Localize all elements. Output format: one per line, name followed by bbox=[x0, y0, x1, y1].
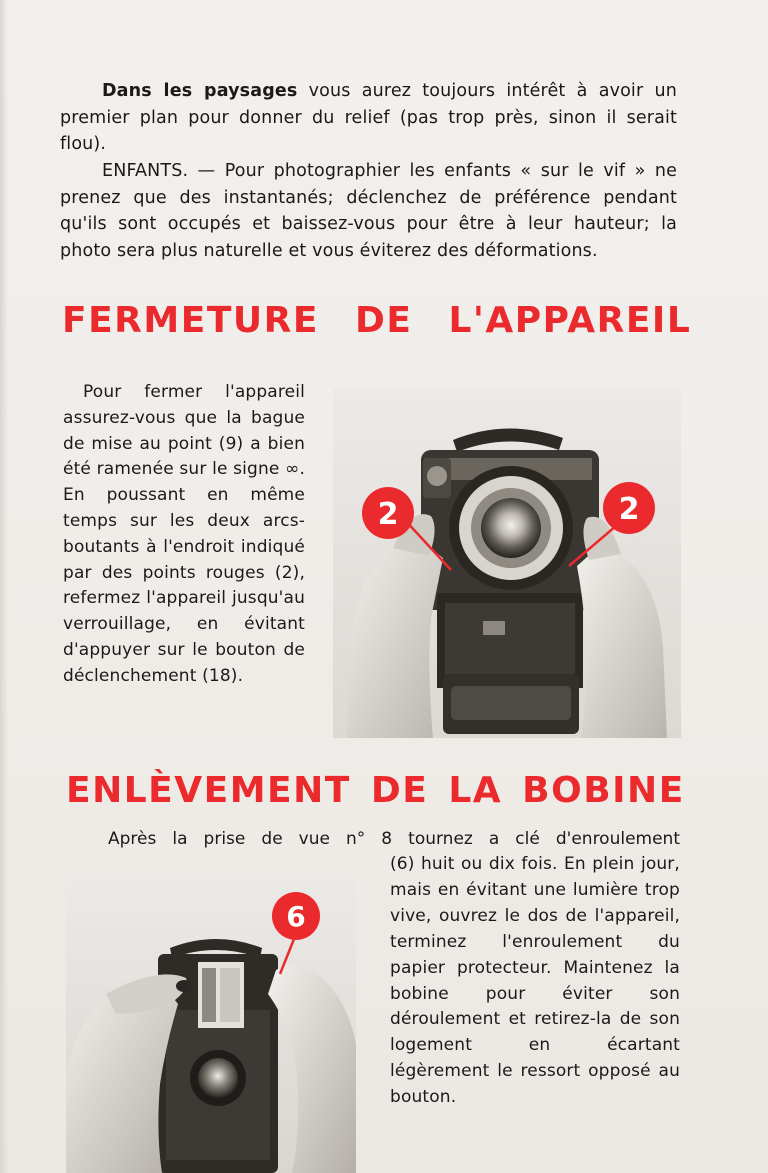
heading-film-removal: ENLÈVEMENT DE LA BOBINE bbox=[66, 770, 685, 811]
paragraph-landscapes bbox=[60, 78, 677, 158]
film-removal-lead: Après la prise de vue n° 8 tournez a clé d'enroulement bbox=[108, 829, 680, 849]
landscapes-text: vous aurez toujours intérêt à avoir un premier plan pour donner du relief (pas trop près, sinon il serait flou). bbox=[60, 81, 677, 154]
film-removal-illustration bbox=[66, 874, 356, 1173]
closing-camera-text: Pour fermer l'appareil assurez-vous que la bague de mise au point (9) a bien été ramenée sur le signe ∞. En poussant en même temps sur les deux arcs-boutants à l'endroit indiqué par des points rouges (2), refermez l'appareil jusqu'au verrouillage, en évitant d'appuyer sur le bouton de déclenchement (18). bbox=[63, 382, 305, 686]
marker-2-right-badge bbox=[603, 482, 655, 534]
marker-2-left-badge bbox=[362, 487, 414, 539]
heading-closing-camera: FERMETURE DE L'APPAREIL bbox=[62, 300, 692, 341]
marker-2-left-label: 2 bbox=[377, 497, 399, 532]
paragraph-film-removal: (6) huit ou dix fois. En plein jour, mais en évitant une lumière trop vive, ouvrez le dos de l'appareil, terminez l'enroulement du papier protecteur. Maintenez la bobine pour éviter son déroulement et retirez-la de son logement en écartant légèrement le ressort opposé au bouton. bbox=[390, 854, 680, 1108]
paper-edge bbox=[0, 0, 8, 1173]
paragraph-closing-camera bbox=[63, 380, 305, 690]
paragraph-children bbox=[60, 158, 677, 264]
camera-closing-illustration bbox=[333, 388, 681, 738]
children-text: ENFANTS. — Pour photographier les enfants « sur le vif » ne prenez que des instantanés; déclenchez de préférence pendant qu'ils sont occupés et baissez-vous pour être à leur hauteur; la photo sera plus naturelle et vous éviterez des déformations. bbox=[60, 161, 677, 261]
marker-2-right-label: 2 bbox=[618, 492, 640, 527]
marker-6-badge bbox=[272, 892, 320, 940]
landscapes-lead: Dans les paysages bbox=[102, 81, 298, 101]
photo-film-removal bbox=[66, 874, 356, 1173]
photo-closing-camera bbox=[333, 388, 681, 738]
marker-6-label: 6 bbox=[286, 900, 306, 933]
